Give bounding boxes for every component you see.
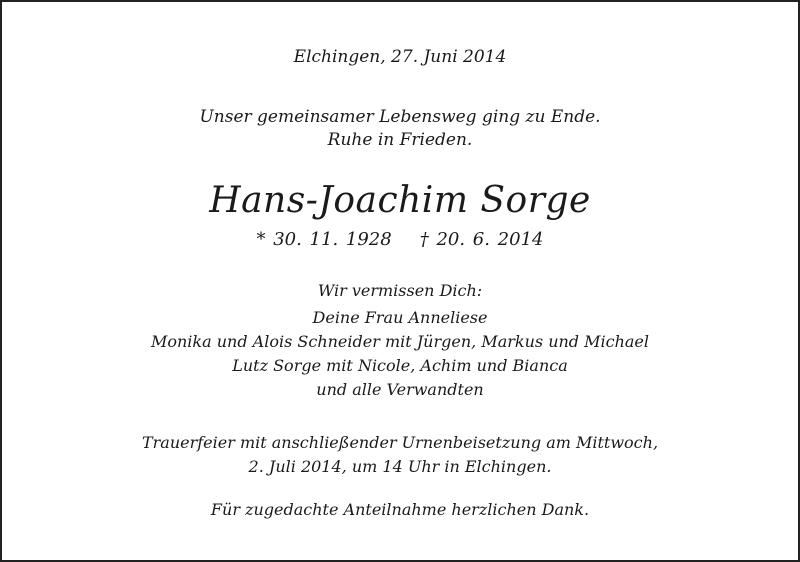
- motto-line-2: Ruhe in Frieden.: [327, 130, 473, 150]
- service-line-2: 2. Juli 2014, um 14 Uhr in Elchingen.: [248, 457, 552, 476]
- mourner-line: Lutz Sorge mit Nicole, Achim und Bianca: [232, 356, 568, 375]
- death-date: † 20. 6. 2014: [419, 229, 544, 250]
- life-dates: [2, 229, 798, 250]
- mourner-line: Deine Frau Anneliese: [312, 308, 488, 327]
- deceased-name: Hans-Joachim Sorge: [209, 180, 591, 221]
- service-line-1: Trauerfeier mit anschließender Urnenbeisetzung am Mittwoch,: [141, 433, 659, 452]
- place-date: Elchingen, 27. Juni 2014: [293, 47, 507, 67]
- mourner-line: Monika und Alois Schneider mit Jürgen, Markus und Michael: [150, 332, 650, 351]
- closing-thanks: Für zugedachte Anteilnahme herzlichen Dank.: [210, 500, 590, 519]
- motto-line-1: Unser gemeinsamer Lebensweg ging zu Ende.: [199, 107, 601, 127]
- birth-date: * 30. 11. 1928: [256, 229, 392, 250]
- mourner-line: und alle Verwandten: [316, 380, 484, 399]
- mourners-intro: Wir vermissen Dich:: [317, 281, 483, 300]
